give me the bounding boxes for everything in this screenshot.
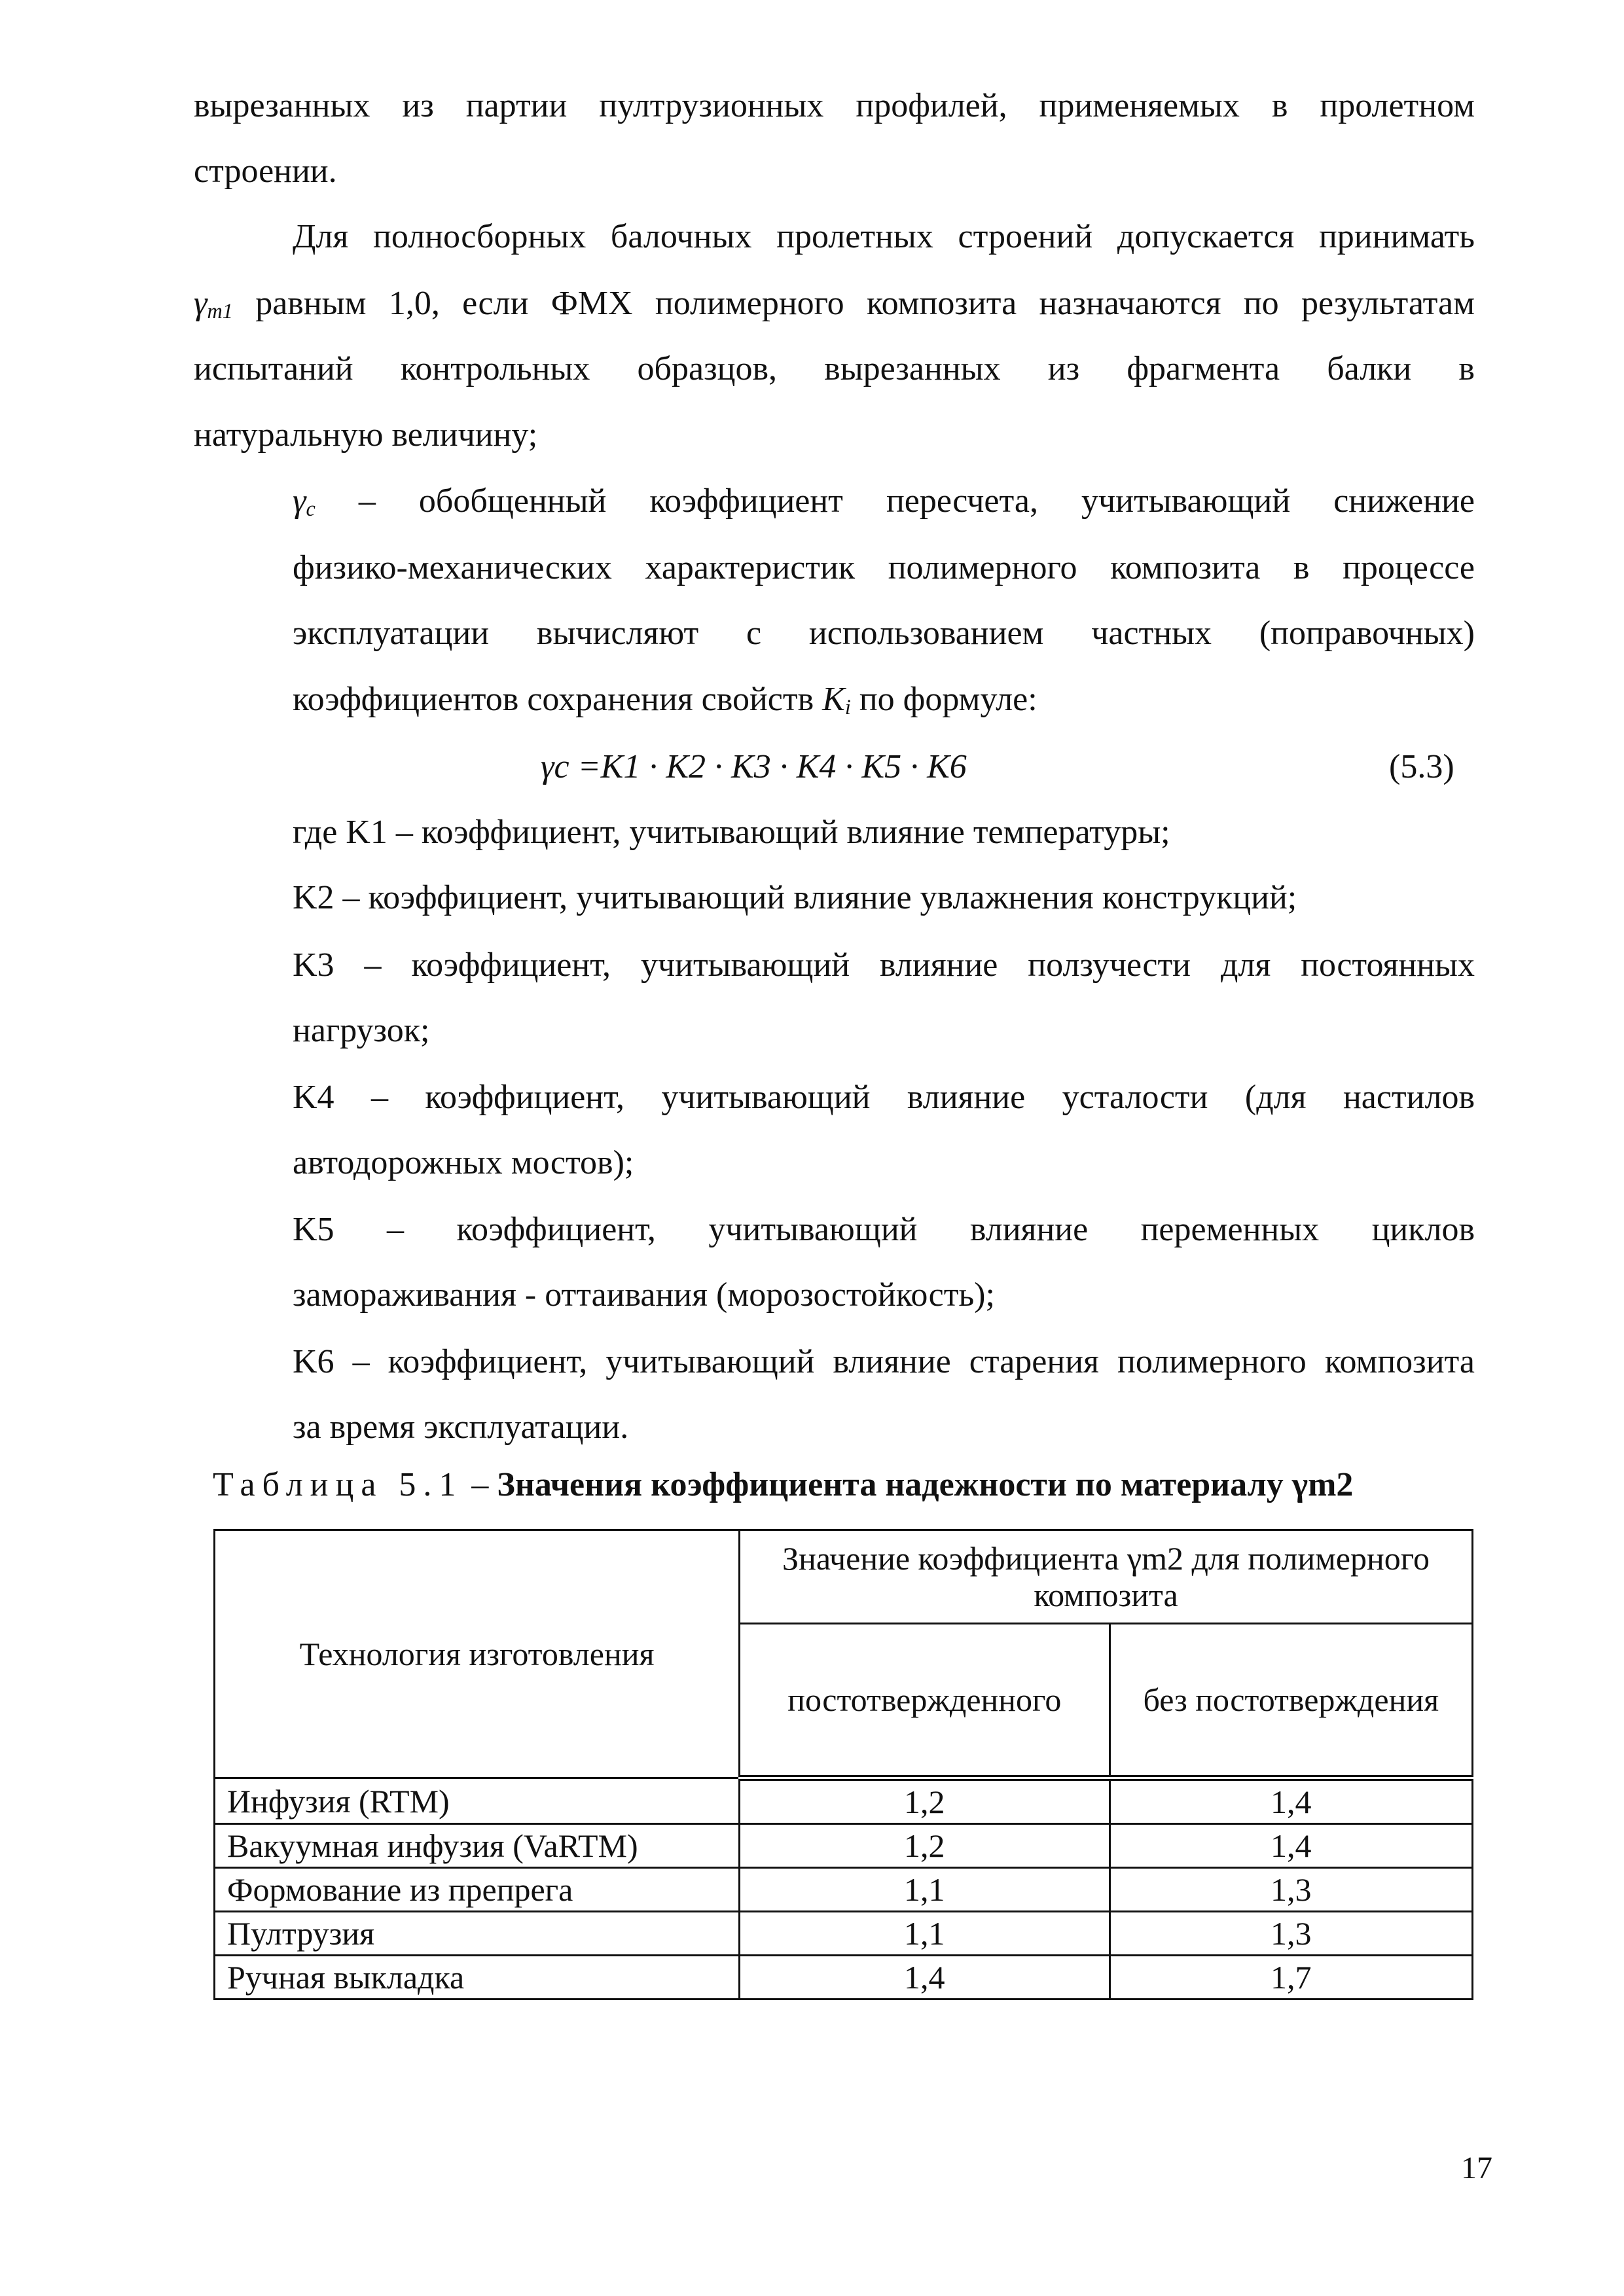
definition-k3-cont: нагрузок; xyxy=(293,1012,430,1049)
cell-technology: Инфузия (RTM) xyxy=(215,1778,740,1824)
text-line-10 xyxy=(293,679,1038,721)
text-line-3: Для полносборных балочных пролетных строений допускается принимать xyxy=(293,218,1475,255)
table-row xyxy=(215,1868,1473,1912)
definition-k2: K2 – коэффициент, учитывающий влияние увлажнения конструкций; xyxy=(293,879,1297,916)
k-i-subscript: i xyxy=(844,694,851,719)
cell-technology: Ручная выкладка xyxy=(215,1956,740,2000)
gamma-c-symbol: γ xyxy=(293,482,306,520)
table-caption-dash: – xyxy=(463,1466,497,1503)
cell-postcured: 1,4 xyxy=(740,1956,1110,2000)
table-caption xyxy=(213,1464,1353,1506)
k-i-symbol: K xyxy=(822,681,845,718)
cell-technology: Формование из препрега xyxy=(215,1868,740,1912)
definition-k4-cont: автодорожных мостов); xyxy=(293,1144,634,1181)
text-line-4-rest: равным 1,0, если ФМХ полимерного композита назначаются по результатам xyxy=(232,285,1475,322)
definition-k3: K3 – коэффициент, учитывающий влияние ползучести для постоянных xyxy=(293,946,1475,984)
cell-postcured: 1,1 xyxy=(740,1868,1110,1912)
definition-k4: K4 – коэффициент, учитывающий влияние усталости (для настилов xyxy=(293,1079,1475,1116)
text-line-6: натуральную величину; xyxy=(194,416,538,454)
header-coefficient-group: Значение коэффициента γm2 для полимерного композита xyxy=(740,1530,1473,1624)
table-row xyxy=(215,1912,1473,1956)
cell-technology: Вакуумная инфузия (VaRTM) xyxy=(215,1824,740,1868)
text-line-1: вырезанных из партии пултрузионных профилей, применяемых в пролетном xyxy=(194,87,1475,124)
table-row xyxy=(215,1956,1473,2000)
text-line-7-rest: – обобщенный коэффициент пересчета, учитывающий снижение xyxy=(315,482,1475,520)
text-line-10-post: по формуле: xyxy=(850,681,1038,718)
definition-k6: K6 – коэффициент, учитывающий влияние старения полимерного композита xyxy=(293,1343,1475,1380)
text-line-5: испытаний контрольных образцов, вырезанных из фрагмента балки в xyxy=(194,350,1475,387)
text-line-7 xyxy=(293,480,1475,522)
definition-k5: K5 – коэффициент, учитывающий влияние переменных циклов xyxy=(293,1211,1475,1248)
header-postcured: постотвержденного xyxy=(740,1624,1110,1778)
table-caption-title: Значения коэффициента надежности по материалу γm2 xyxy=(497,1466,1354,1503)
table-row xyxy=(215,1824,1473,1868)
formula: γc =K1 · K2 · K3 · K4 · K5 · K6 xyxy=(541,748,967,785)
text-line-4 xyxy=(194,283,1475,325)
page-number: 17 xyxy=(1461,2151,1492,2185)
cell-not-postcured: 1,3 xyxy=(1110,1912,1472,1956)
coefficient-table xyxy=(213,1529,1473,2000)
cell-postcured: 1,2 xyxy=(740,1824,1110,1868)
header-not-postcured: без постотверждения xyxy=(1110,1624,1472,1778)
text-line-8: физико-механических характеристик полимерного композита в процессе xyxy=(293,549,1475,586)
definition-k5-cont: замораживания - оттаивания (морозостойкость); xyxy=(293,1276,995,1314)
cell-postcured: 1,2 xyxy=(740,1778,1110,1824)
definition-k1: где K1 – коэффициент, учитывающий влияние температуры; xyxy=(293,814,1170,851)
text-line-2: строении. xyxy=(194,152,337,190)
header-technology: Технология изготовления xyxy=(215,1530,740,1778)
cell-not-postcured: 1,4 xyxy=(1110,1778,1472,1824)
cell-postcured: 1,1 xyxy=(740,1912,1110,1956)
gamma-c-subscript: c xyxy=(306,496,316,520)
table-caption-label: Таблица 5.1 xyxy=(213,1466,463,1503)
table-row xyxy=(215,1778,1473,1824)
gamma-subscript: m1 xyxy=(207,298,233,323)
cell-technology: Пултрузия xyxy=(215,1912,740,1956)
cell-not-postcured: 1,3 xyxy=(1110,1868,1472,1912)
gamma-symbol: γ xyxy=(194,285,208,322)
cell-not-postcured: 1,4 xyxy=(1110,1824,1472,1868)
text-line-9: эксплуатации вычисляют с использованием частных (поправочных) xyxy=(293,615,1475,652)
definition-k6-cont: за время эксплуатации. xyxy=(293,1408,629,1446)
cell-not-postcured: 1,7 xyxy=(1110,1956,1472,2000)
text-line-10-pre: коэффициентов сохранения свойств xyxy=(293,681,823,718)
formula-number: (5.3) xyxy=(1389,748,1454,785)
